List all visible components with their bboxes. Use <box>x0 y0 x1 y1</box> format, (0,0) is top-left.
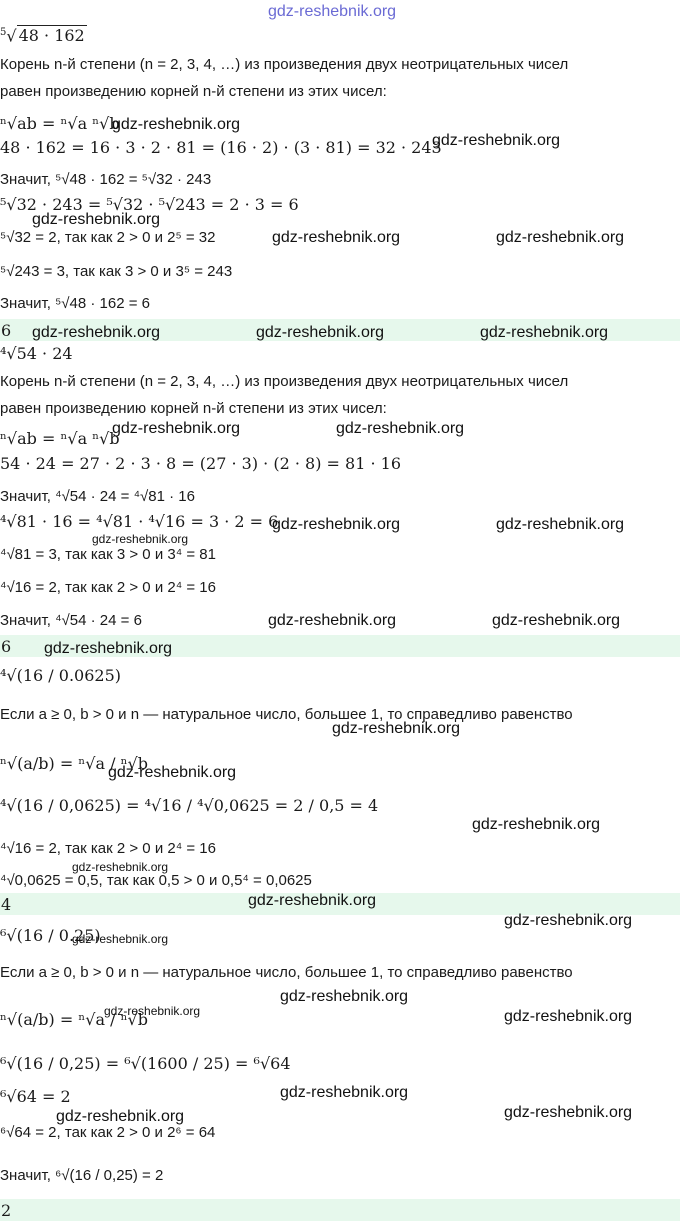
formula-line: ⁿ√ab = ⁿ√a ⁿ√b <box>0 429 120 448</box>
text-line: Значит, ⁵√48 · 162 = 6 <box>0 295 151 312</box>
watermark: gdz-reshebnik.org <box>472 816 601 833</box>
problem-3-expression: ⁴√(16 / 0.0625) <box>0 666 121 685</box>
watermark: gdz-reshebnik.org <box>272 229 401 246</box>
answer-value: 2 <box>1 1201 12 1220</box>
watermark: gdz-reshebnik.org <box>108 764 237 781</box>
formula-line: ⁶√64 = 2 <box>0 1087 71 1106</box>
watermark: gdz-reshebnik.org <box>72 932 169 946</box>
text-line: равен произведению корней n-й степени из этих чисел: <box>0 400 387 417</box>
watermark: gdz-reshebnik.org <box>248 892 377 909</box>
text-line: ⁵√32 = 2, так как 2 > 0 и 2⁵ = 32 <box>0 229 216 246</box>
watermark: gdz-reshebnik.org <box>32 324 161 341</box>
formula-line: ⁶√(16 / 0,25) = ⁶√(1600 / 25) = ⁶√64 <box>0 1054 291 1073</box>
watermark: gdz-reshebnik.org <box>496 229 625 246</box>
watermark: gdz-reshebnik.org <box>496 516 625 533</box>
formula-line: ⁿ√(a/b) = ⁿ√a / ⁿ√b <box>0 1010 148 1029</box>
formula-line: ⁵√32 · 243 = ⁵√32 · ⁵√243 = 2 · 3 = 6 <box>0 195 299 214</box>
watermark: gdz-reshebnik.org <box>32 211 161 228</box>
problem-1-expression: $^5$√ 48 · 162 <box>0 26 85 46</box>
formula-line: ⁿ√(a/b) = ⁿ√a / ⁿ√b <box>0 754 148 773</box>
formula-line: ⁿ√ab = ⁿ√a ⁿ√b <box>0 114 120 133</box>
answer-value: 6 <box>1 637 12 656</box>
text-line: Если a ≥ 0, b > 0 и n — натуральное число, большее 1, то справедливо равенство <box>0 706 573 723</box>
text-line: Корень n-й степени (n = 2, 3, 4, …) из произведения двух неотрицательных чисел <box>0 56 569 73</box>
watermark: gdz-reshebnik.org <box>104 1004 201 1018</box>
watermark: gdz-reshebnik.org <box>56 1108 185 1125</box>
answer-bar <box>0 1199 680 1221</box>
watermark: gdz-reshebnik.org <box>268 612 397 629</box>
watermark: gdz-reshebnik.org <box>268 3 397 20</box>
watermark: gdz-reshebnik.org <box>280 988 409 1005</box>
answer-value: 4 <box>1 895 12 914</box>
watermark: gdz-reshebnik.org <box>92 532 189 546</box>
formula-line: 54 · 24 = 27 · 2 · 3 · 8 = (27 · 3) · (2 · 8) = 81 · 16 <box>0 454 401 473</box>
text-line: Корень n-й степени (n = 2, 3, 4, …) из произведения двух неотрицательных чисел <box>0 373 569 390</box>
watermark: gdz-reshebnik.org <box>504 912 633 929</box>
watermark: gdz-reshebnik.org <box>336 420 465 437</box>
watermark: gdz-reshebnik.org <box>480 324 609 341</box>
text-line: ⁴√16 = 2, так как 2 > 0 и 2⁴ = 16 <box>0 579 216 596</box>
problem-2-expression: ⁴√54 · 24 <box>0 344 73 363</box>
formula-line: ⁴√(16 / 0,0625) = ⁴√16 / ⁴√0,0625 = 2 / 0,5 = 4 <box>0 796 379 815</box>
text-line: ⁴√81 = 3, так как 3 > 0 и 3⁴ = 81 <box>0 546 216 563</box>
text-line: Значит, ⁴√54 · 24 = 6 <box>0 612 142 629</box>
watermark: gdz-reshebnik.org <box>72 860 169 874</box>
watermark: gdz-reshebnik.org <box>504 1104 633 1121</box>
watermark: gdz-reshebnik.org <box>112 116 241 133</box>
watermark: gdz-reshebnik.org <box>504 1008 633 1025</box>
watermark: gdz-reshebnik.org <box>256 324 385 341</box>
problem-4-expression: ⁶√(16 / 0.25) <box>0 926 101 945</box>
text-line: Значит, ⁶√(16 / 0,25) = 2 <box>0 1167 164 1184</box>
formula-line: ⁴√81 · 16 = ⁴√81 · ⁴√16 = 3 · 2 = 6 <box>0 512 279 531</box>
answer-value: 6 <box>1 321 12 340</box>
text-line: Значит, ⁵√48 · 162 = ⁵√32 · 243 <box>0 171 212 188</box>
watermark: gdz-reshebnik.org <box>44 640 173 657</box>
watermark: gdz-reshebnik.org <box>432 132 561 149</box>
text-line: ⁴√16 = 2, так как 2 > 0 и 2⁴ = 16 <box>0 840 216 857</box>
text-line: Значит, ⁴√54 · 24 = ⁴√81 · 16 <box>0 488 195 505</box>
text-line: ⁵√243 = 3, так как 3 > 0 и 3⁵ = 243 <box>0 263 233 280</box>
text-line: Если a ≥ 0, b > 0 и n — натуральное число, большее 1, то справедливо равенство <box>0 964 573 981</box>
text-line: ⁶√64 = 2, так как 2 > 0 и 2⁶ = 64 <box>0 1124 216 1141</box>
watermark: gdz-reshebnik.org <box>492 612 621 629</box>
watermark: gdz-reshebnik.org <box>280 1084 409 1101</box>
watermark: gdz-reshebnik.org <box>332 720 461 737</box>
watermark: gdz-reshebnik.org <box>112 420 241 437</box>
formula-line: 48 · 162 = 16 · 3 · 2 · 81 = (16 · 2) · (3 · 81) = 32 · 243 <box>0 138 442 157</box>
text-line: ⁴√0,0625 = 0,5, так как 0,5 > 0 и 0,5⁴ = 0,0625 <box>0 872 312 889</box>
watermark: gdz-reshebnik.org <box>272 516 401 533</box>
text-line: равен произведению корней n-й степени из этих чисел: <box>0 83 387 100</box>
